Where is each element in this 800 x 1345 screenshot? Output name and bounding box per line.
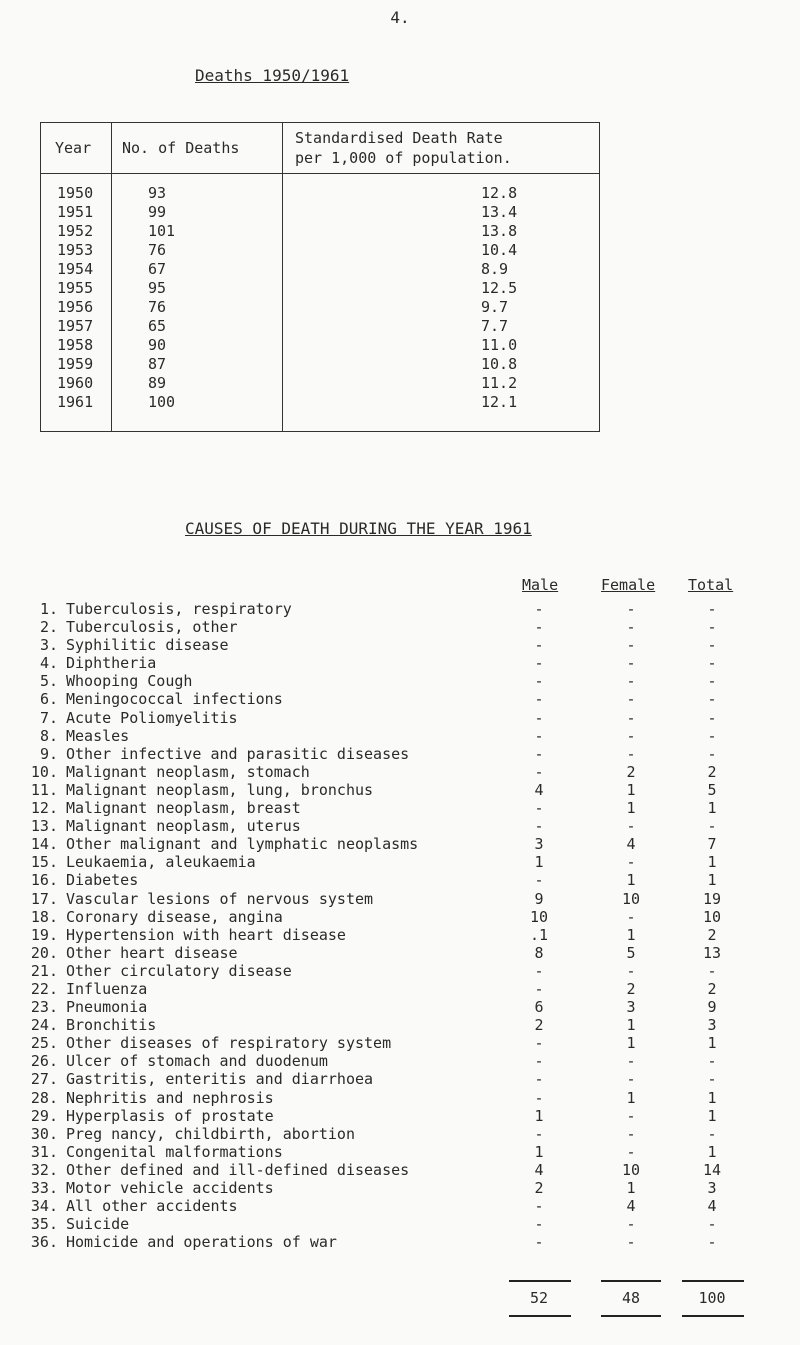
female-count: 1 [626, 1088, 636, 1107]
female-count: 2 [626, 979, 636, 998]
male-count: - [534, 817, 544, 836]
total-count: - [707, 1052, 717, 1071]
cause-number: 11. [30, 780, 58, 799]
female-count: 1 [626, 1179, 636, 1197]
male-count: 1 [534, 853, 544, 872]
cause-row [0, 835, 800, 853]
cause-number: 8. [39, 726, 58, 745]
male-count: 9 [534, 889, 544, 908]
cause-number: 20. [30, 943, 58, 962]
female-count: 3 [626, 998, 636, 1017]
cause-label: Acute Poliomyelitis [66, 708, 238, 727]
deaths-cell: 95 [112, 279, 283, 298]
rate-cell: 10.4 [283, 241, 600, 260]
female-count: 10 [621, 1160, 641, 1179]
deaths-row [41, 279, 600, 298]
male-count: 10 [529, 907, 549, 926]
cause-row [0, 654, 800, 672]
year-cell: 1954 [41, 260, 112, 279]
total-count: - [707, 1070, 717, 1089]
male-count: - [534, 1215, 544, 1234]
cause-label: Tuberculosis, respiratory [66, 600, 292, 618]
total-count: - [707, 1233, 717, 1252]
total-count: - [707, 744, 717, 763]
cause-number: 5. [39, 672, 58, 691]
total-count: 5 [707, 780, 717, 799]
female-count: - [626, 654, 636, 673]
male-count: - [534, 618, 544, 637]
total-bottom-rule [682, 1315, 744, 1317]
cause-number: 1. [39, 600, 58, 618]
male-count: 2 [534, 1179, 544, 1197]
cause-number: 10. [30, 762, 58, 781]
year-cell: 1956 [41, 298, 112, 317]
cause-number: 25. [30, 1034, 58, 1053]
male-count: - [534, 672, 544, 691]
rate-cell: 11.2 [283, 374, 600, 393]
female-count: 1 [626, 1034, 636, 1053]
male-count: 3 [534, 835, 544, 854]
female-count: - [626, 1215, 636, 1234]
rate-cell: 7.7 [283, 317, 600, 336]
total-count: 10 [702, 907, 722, 926]
total-count: - [707, 961, 717, 980]
deaths-row [41, 393, 600, 432]
total-count: - [707, 672, 717, 691]
year-cell: 1951 [41, 203, 112, 222]
cause-row [0, 1125, 800, 1143]
male-count: 4 [534, 1160, 544, 1179]
deaths-header: No. of Deaths [112, 123, 283, 174]
cause-label: Nephritis and nephrosis [66, 1088, 274, 1107]
total-count: 4 [707, 1197, 717, 1216]
male-count: - [534, 1070, 544, 1089]
deaths-cell: 87 [112, 355, 283, 374]
cause-row [0, 745, 800, 763]
total-count: 1 [707, 1106, 717, 1125]
female-count: - [626, 744, 636, 763]
year-cell: 1950 [41, 184, 112, 203]
year-cell: 1961 [41, 393, 112, 432]
cause-number: 19. [30, 925, 58, 944]
female-count: - [626, 961, 636, 980]
deaths-row [41, 336, 600, 355]
grand-total: 100 [698, 1289, 726, 1307]
cause-label: Other malignant and lymphatic neoplasms [66, 835, 419, 854]
female-count: - [626, 817, 636, 836]
cause-label: Vascular lesions of nervous system [66, 889, 374, 908]
total-count: 1 [707, 1034, 717, 1053]
cause-row [0, 962, 800, 980]
cause-label: Measles [66, 726, 130, 745]
male-count: - [534, 654, 544, 673]
rate-cell: 8.9 [283, 260, 600, 279]
female-count: - [626, 708, 636, 727]
cause-label: Whooping Cough [66, 672, 193, 691]
male-count: - [534, 636, 544, 655]
cause-row [0, 600, 800, 618]
female-count: - [626, 907, 636, 926]
total-count: 3 [707, 1179, 717, 1197]
cause-number: 14. [30, 835, 58, 854]
cause-row [0, 690, 800, 708]
cause-label: Tuberculosis, other [66, 618, 238, 637]
male-count: - [534, 1124, 544, 1143]
cause-label: Ulcer of stomach and duodenum [66, 1052, 328, 1071]
female-count: 10 [621, 889, 641, 908]
deaths-row [41, 222, 600, 241]
male-count: 1 [534, 1142, 544, 1161]
deaths-cell: 67 [112, 260, 283, 279]
cause-label: Congenital malformations [66, 1142, 283, 1161]
cause-number: 16. [30, 871, 58, 890]
total-count: 1 [707, 1142, 717, 1161]
cause-number: 30. [30, 1124, 58, 1143]
totals-row [0, 1270, 800, 1330]
female-count: - [626, 618, 636, 637]
cause-label: Motor vehicle accidents [66, 1179, 274, 1197]
cause-number: 32. [30, 1160, 58, 1179]
deaths-cell: 99 [112, 203, 283, 222]
deaths-table [40, 122, 600, 432]
male-count: - [534, 1197, 544, 1216]
total-count: 2 [707, 762, 717, 781]
total-count: 2 [707, 979, 717, 998]
cause-number: 12. [30, 799, 58, 818]
male-count: - [534, 799, 544, 818]
cause-label: Suicide [66, 1215, 130, 1234]
deaths-cell: 76 [112, 241, 283, 260]
male-column-header: Male [522, 576, 559, 594]
cause-label: Coronary disease, angina [66, 907, 283, 926]
cause-row [0, 926, 800, 944]
total-count: - [707, 817, 717, 836]
deaths-row [41, 184, 600, 203]
total-count: 3 [707, 1016, 717, 1035]
female-count: 1 [626, 1016, 636, 1035]
male-count: - [534, 871, 544, 890]
cause-row [0, 871, 800, 889]
cause-label: Malignant neoplasm, breast [66, 799, 301, 818]
deaths-cell: 76 [112, 298, 283, 317]
female-count: 1 [626, 925, 636, 944]
total-count: - [707, 690, 717, 709]
cause-label: Syphilitic disease [66, 636, 229, 655]
cause-label: Diabetes [66, 871, 139, 890]
deaths-cell: 101 [112, 222, 283, 241]
female-count: 2 [626, 762, 636, 781]
male-count: - [534, 1052, 544, 1071]
total-count: - [707, 726, 717, 745]
female-count: - [626, 726, 636, 745]
cause-label: Hypertension with heart disease [66, 925, 346, 944]
cause-label: Gastritis, enteritis and diarrhoea [66, 1070, 374, 1089]
total-count: - [707, 1124, 717, 1143]
cause-label: Other infective and parasitic diseases [66, 744, 410, 763]
deaths-row [41, 355, 600, 374]
cause-row [0, 1197, 800, 1215]
cause-label: Preg nancy, childbirth, abortion [66, 1124, 355, 1143]
year-cell: 1958 [41, 336, 112, 355]
cause-row [0, 672, 800, 690]
cause-row [0, 1089, 800, 1107]
cause-number: 23. [30, 998, 58, 1017]
cause-row [0, 799, 800, 817]
female-count: - [626, 1070, 636, 1089]
cause-label: Other defined and ill-defined diseases [66, 1160, 410, 1179]
total-count: 13 [702, 943, 722, 962]
deaths-cell: 100 [112, 393, 283, 432]
male-count: .1 [529, 925, 549, 944]
male-count: 6 [534, 998, 544, 1017]
year-cell: 1960 [41, 374, 112, 393]
female-count: 4 [626, 835, 636, 854]
deaths-row [41, 260, 600, 279]
male-count: 4 [534, 780, 544, 799]
male-count: - [534, 1233, 544, 1252]
deaths-row [41, 298, 600, 317]
cause-label: Bronchitis [66, 1016, 157, 1035]
female-count: - [626, 1106, 636, 1125]
total-count: - [707, 708, 717, 727]
male-total-top-rule [509, 1280, 571, 1282]
female-count: 5 [626, 943, 636, 962]
cause-row [0, 1052, 800, 1070]
cause-number: 2. [39, 618, 58, 637]
deaths-heading: Deaths 1950/1961 [195, 66, 350, 85]
cause-number: 18. [30, 907, 58, 926]
cause-number: 15. [30, 853, 58, 872]
total-count: - [707, 636, 717, 655]
rate-cell: 10.8 [283, 355, 600, 374]
causes-column-headers [0, 576, 800, 596]
cause-label: Influenza [66, 979, 148, 998]
cause-number: 22. [30, 979, 58, 998]
total-count: 19 [702, 889, 722, 908]
total-column-header: Total [688, 576, 734, 594]
cause-label: Other heart disease [66, 943, 238, 962]
male-count: - [534, 961, 544, 980]
female-count: - [626, 1142, 636, 1161]
cause-label: Leukaemia, aleukaemia [66, 853, 256, 872]
rate-cell: 12.5 [283, 279, 600, 298]
cause-label: Other diseases of respiratory system [66, 1034, 392, 1053]
rate-header-line-2: per 1,000 of population. [295, 149, 512, 167]
cause-label: Other circulatory disease [66, 961, 292, 980]
cause-row [0, 998, 800, 1016]
male-count: 8 [534, 943, 544, 962]
male-count: - [534, 1088, 544, 1107]
male-total-bottom-rule [509, 1315, 571, 1317]
cause-number: 24. [30, 1016, 58, 1035]
cause-number: 13. [30, 817, 58, 836]
year-cell: 1952 [41, 222, 112, 241]
total-count: 2 [707, 925, 717, 944]
male-count: - [534, 600, 544, 618]
cause-label: All other accidents [66, 1197, 238, 1216]
total-count: - [707, 618, 717, 637]
deaths-cell: 65 [112, 317, 283, 336]
cause-row [0, 636, 800, 654]
cause-number: 29. [30, 1106, 58, 1125]
cause-row [0, 908, 800, 926]
cause-row [0, 618, 800, 636]
cause-row [0, 727, 800, 745]
deaths-cell: 90 [112, 336, 283, 355]
cause-row [0, 1179, 800, 1197]
cause-label: Pneumonia [66, 998, 148, 1017]
causes-list [0, 600, 800, 1251]
total-count: 1 [707, 1088, 717, 1107]
deaths-row [41, 317, 600, 336]
rate-cell: 13.8 [283, 222, 600, 241]
deaths-table-header [41, 123, 600, 174]
female-count: - [626, 636, 636, 655]
cause-row [0, 763, 800, 781]
cause-number: 34. [30, 1197, 58, 1216]
total-count: 1 [707, 799, 717, 818]
total-count: 9 [707, 998, 717, 1017]
total-count: - [707, 600, 717, 618]
cause-row [0, 890, 800, 908]
cause-row [0, 817, 800, 835]
year-cell: 1953 [41, 241, 112, 260]
cause-row [0, 1215, 800, 1233]
cause-number: 33. [30, 1179, 58, 1197]
female-count: - [626, 672, 636, 691]
female-count: - [626, 1124, 636, 1143]
female-total-top-rule [601, 1280, 661, 1282]
male-total: 52 [529, 1289, 549, 1307]
female-count: 4 [626, 1197, 636, 1216]
female-total: 48 [621, 1289, 641, 1307]
rate-cell: 11.0 [283, 336, 600, 355]
female-count: - [626, 690, 636, 709]
cause-number: 31. [30, 1142, 58, 1161]
male-count: 1 [534, 1106, 544, 1125]
male-count: - [534, 708, 544, 727]
deaths-cell: 93 [112, 184, 283, 203]
female-total-bottom-rule [601, 1315, 661, 1317]
female-count: 1 [626, 780, 636, 799]
year-cell: 1959 [41, 355, 112, 374]
cause-number: 17. [30, 889, 58, 908]
cause-label: Malignant neoplasm, lung, bronchus [66, 780, 374, 799]
rate-cell: 9.7 [283, 298, 600, 317]
cause-label: Hyperplasis of prostate [66, 1106, 274, 1125]
cause-number: 7. [39, 708, 58, 727]
year-cell: 1957 [41, 317, 112, 336]
cause-number: 4. [39, 654, 58, 673]
total-count: 14 [702, 1160, 722, 1179]
cause-row [0, 980, 800, 998]
cause-row [0, 1233, 800, 1251]
cause-number: 26. [30, 1052, 58, 1071]
male-count: - [534, 1034, 544, 1053]
female-count: - [626, 853, 636, 872]
female-count: - [626, 1233, 636, 1252]
female-column-header: Female [601, 576, 656, 594]
cause-number: 6. [39, 690, 58, 709]
cause-row [0, 1016, 800, 1034]
total-count: 7 [707, 835, 717, 854]
cause-row [0, 1070, 800, 1088]
cause-row [0, 709, 800, 727]
female-count: - [626, 600, 636, 618]
cause-label: Meningococcal infections [66, 690, 283, 709]
cause-row [0, 1161, 800, 1179]
year-cell: 1955 [41, 279, 112, 298]
rate-cell: 13.4 [283, 203, 600, 222]
cause-number: 3. [39, 636, 58, 655]
deaths-cell: 89 [112, 374, 283, 393]
rate-header-line-1: Standardised Death Rate [295, 129, 503, 147]
year-header: Year [41, 123, 112, 174]
page-number: 4. [390, 8, 410, 27]
cause-label: Diphtheria [66, 654, 157, 673]
male-count: - [534, 726, 544, 745]
cause-label: Malignant neoplasm, uterus [66, 817, 301, 836]
cause-row [0, 944, 800, 962]
cause-row [0, 853, 800, 871]
male-count: - [534, 744, 544, 763]
male-count: - [534, 762, 544, 781]
female-count: - [626, 1052, 636, 1071]
cause-number: 27. [30, 1070, 58, 1089]
causes-heading: CAUSES OF DEATH DURING THE YEAR 1961 [185, 519, 532, 538]
total-count: - [707, 1215, 717, 1234]
cause-number: 21. [30, 961, 58, 980]
male-count: - [534, 690, 544, 709]
total-count: 1 [707, 853, 717, 872]
female-count: 1 [626, 871, 636, 890]
deaths-row [41, 374, 600, 393]
total-count: 1 [707, 871, 717, 890]
cause-number: 9. [39, 744, 58, 763]
female-count: 1 [626, 799, 636, 818]
cause-label: Malignant neoplasm, stomach [66, 762, 310, 781]
cause-row [0, 1143, 800, 1161]
rate-cell: 12.1 [283, 393, 600, 432]
cause-row [0, 1034, 800, 1052]
cause-number: 36. [30, 1233, 58, 1252]
deaths-row [41, 241, 600, 260]
total-top-rule [682, 1280, 744, 1282]
cause-number: 28. [30, 1088, 58, 1107]
deaths-row [41, 203, 600, 222]
cause-number: 35. [30, 1215, 58, 1234]
cause-label: Homicide and operations of war [66, 1233, 337, 1252]
male-count: 2 [534, 1016, 544, 1035]
total-count: - [707, 654, 717, 673]
rate-cell: 12.8 [283, 184, 600, 203]
rate-header [283, 123, 600, 174]
cause-row [0, 781, 800, 799]
male-count: - [534, 979, 544, 998]
cause-row [0, 1107, 800, 1125]
